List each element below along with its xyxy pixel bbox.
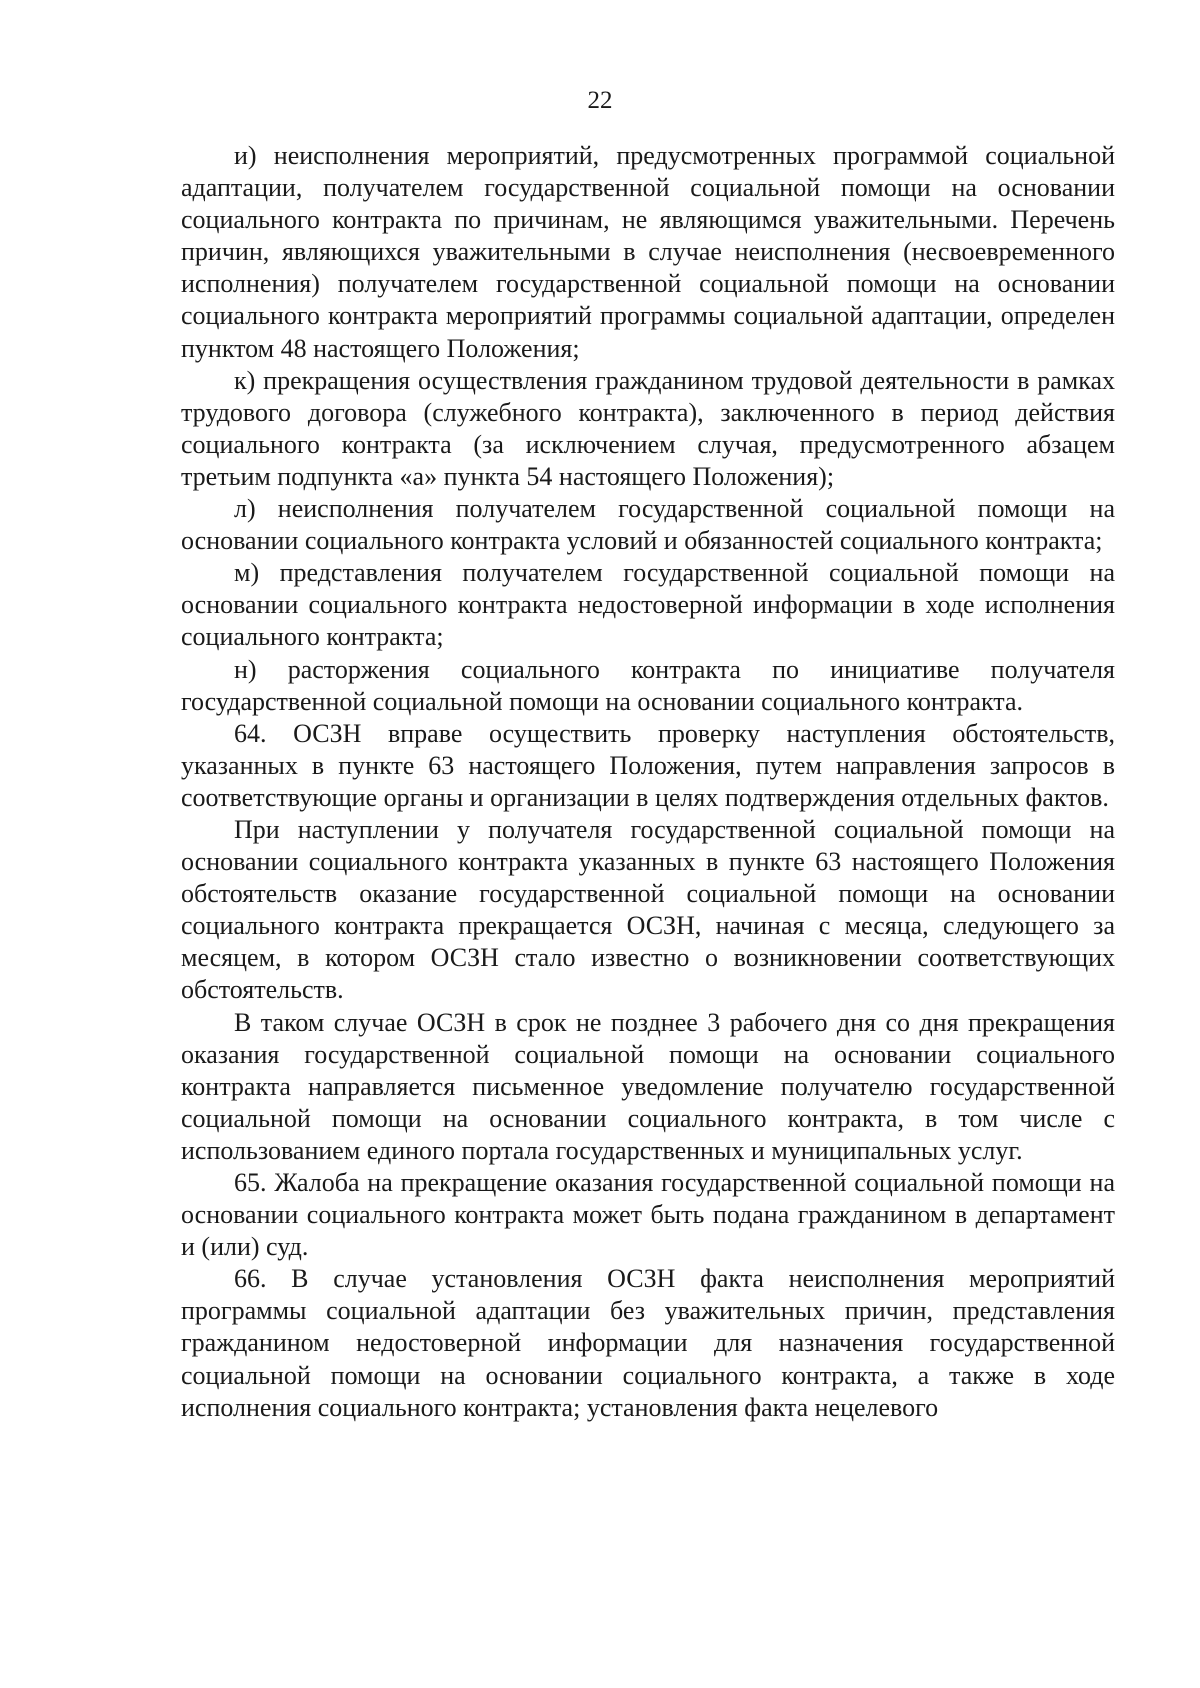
paragraph-item-l: л) неисполнения получателем государственной социальной помощи на основании социального контракта условий и обязанностей социального контракта; <box>181 494 1115 556</box>
paragraph-clause-66: 66. В случае установления ОСЗН факта неисполнения мероприятий программы социальной адаптации без уважительных причин, представления гражданином недостоверной информации для назначения государственной социальной помощи на основании социального контракта, а также в ходе исполнения социального контракта; установления факта нецелевого <box>181 1264 1115 1422</box>
paragraph-clause-64-termination: При наступлении у получателя государственной социальной помощи на основании социального контракта указанных в пункте 63 настоящего Положения обстоятельств оказание государственной социальной помощи на основании социального контракта прекращается ОСЗН, начиная с месяца, следующего за месяцем, в котором ОСЗН стало известно о возникновении соответствующих обстоятельств. <box>181 814 1115 1005</box>
document-body <box>181 140 1115 1424</box>
paragraph-clause-65: 65. Жалоба на прекращение оказания государственной социальной помощи на основании социального контракта может быть подана гражданином в департамент и (или) суд. <box>181 1168 1115 1262</box>
paragraph-clause-64: 64. ОСЗН вправе осуществить проверку наступления обстоятельств, указанных в пункте 63 настоящего Положения, путем направления запросов в соответствующие органы и организации в целях подтверждения отдельных фактов. <box>181 718 1115 812</box>
paragraph-item-m: м) представления получателем государственной социальной помощи на основании социального контракта недостоверной информации в ходе исполнения социального контракта; <box>181 558 1115 652</box>
paragraph-item-k: к) прекращения осуществления гражданином трудовой деятельности в рамках трудового договора (служебного контракта), заключенного в период действия социального контракта (за исключением случая, предусмотренного абзацем третьим подпункта «а» пункта 54 настоящего Положения); <box>181 365 1115 491</box>
paragraph-item-i: и) неисполнения мероприятий, предусмотренных программой социальной адаптации, получателем государственной социальной помощи на основании социального контракта по причинам, не являющимся уважительными. Перечень причин, являющихся уважительными в случае неисполнения (несвоевременного исполнения) получателем государственной социальной помощи на основании социального контракта мероприятий программы социальной адаптации, определен пунктом 48 настоящего Положения; <box>181 141 1115 363</box>
paragraph-clause-64-notification: В таком случае ОСЗН в срок не позднее 3 рабочего дня со дня прекращения оказания государственной социальной помощи на основании социального контракта направляется письменное уведомление получателю государственной социальной помощи на основании социального контракта, в том числе с использованием единого портала государственных и муниципальных услуг. <box>181 1007 1115 1165</box>
page-number: 22 <box>587 87 613 114</box>
paragraph-item-n: н) расторжения социального контракта по инициативе получателя государственной социальной помощи на основании социального контракта. <box>181 654 1115 716</box>
